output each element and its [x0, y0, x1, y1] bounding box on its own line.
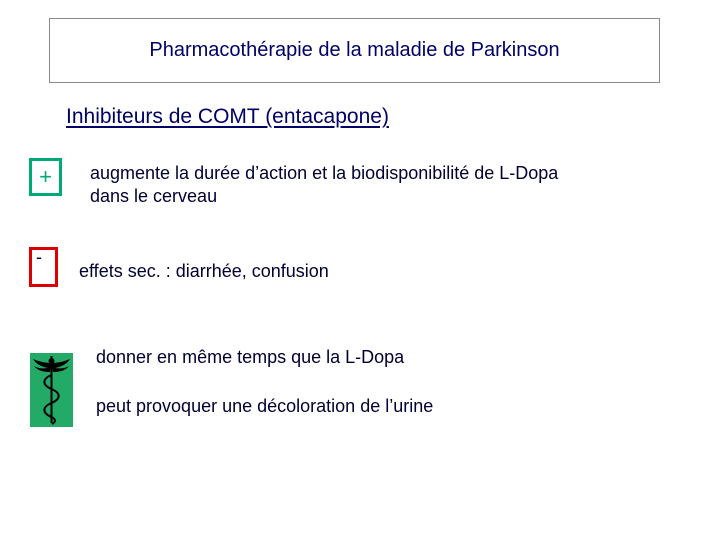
- usage-item-2: peut provoquer une décoloration de l’urine: [96, 396, 434, 416]
- page-title: Pharmacothérapie de la maladie de Parkinson: [149, 39, 560, 61]
- plus-symbol: +: [39, 164, 52, 189]
- usage-item-1: donner en même temps que la L-Dopa: [96, 347, 405, 367]
- subtitle: Inhibiteurs de COMT (entacapone): [66, 105, 389, 128]
- advantage-line-2: dans le cerveau: [90, 186, 218, 206]
- advantage-line-1: augmente la durée d’action et la biodisponibilité de L-Dopa: [90, 163, 559, 183]
- disadvantage-text: effets sec. : diarrhée, confusion: [79, 261, 329, 281]
- advantage-text: [90, 162, 650, 208]
- title-box: [49, 18, 660, 83]
- minus-symbol: -: [36, 247, 42, 267]
- plus-icon: [29, 158, 62, 196]
- minus-icon: [29, 247, 58, 287]
- caduceus-icon: [30, 353, 73, 427]
